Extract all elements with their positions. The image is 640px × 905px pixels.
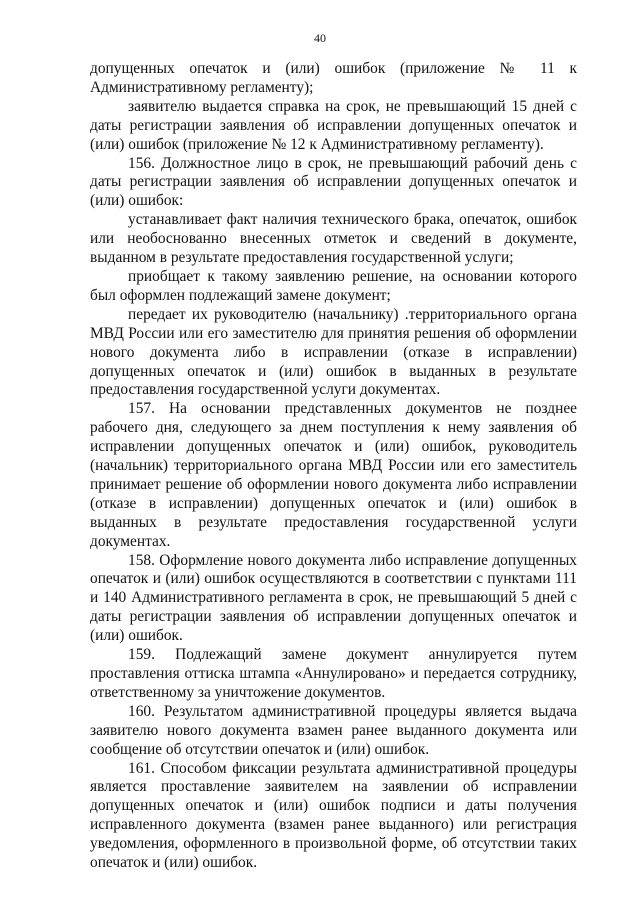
paragraph-158: 158. Оформление нового документа либо исправление допущенных опечаток и (или) ошибок осуществляются в соответствии с пунктами 111 и 140 Административного регламента в срок, не превышающий 5 дней с даты регистрации заявления об исправлении допущенных опечаток и (или) ошибок. xyxy=(90,551,577,645)
paragraph-161: 161. Способом фиксации результата административной процедуры является проставление заявителем на заявлении об исправлении допущенных опечаток и (или) ошибок подписи и даты получения исправленного документа (взамен ранее выданного) или регистрация уведомления, оформленного в произвольной форме, об отсутствии таких опечаток и (или) ошибок. xyxy=(90,759,577,872)
paragraph-certificate-issue: заявителю выдается справка на срок, не превышающий 15 дней с даты регистрации заявления об исправлении допущенных опечаток и (или) ошибок (приложение № 12 к Административному регламенту). xyxy=(90,97,577,153)
page-number: 40 xyxy=(314,31,326,45)
paragraph-establishes-fact: устанавливает факт наличия технического брака, опечаток, ошибок или необоснованно внесенных отметок и сведений в документе, выданном в результате предоставления государственной услуги; xyxy=(90,211,577,267)
paragraph-transfers-to-head: передает их руководителю (начальнику) .территориального органа МВД России или его заместителю для принятия решения об оформлении нового документа либо в исправлении (отказе в исправлении) допущенных опечаток и (или) ошибок в выданных в результате предоставления государственной услуги документах. xyxy=(90,305,577,399)
paragraph-156: 156. Должностное лицо в срок, не превышающий рабочий день с даты регистрации заявления об исправлении допущенных опечаток и (или) ошибок: xyxy=(90,154,577,210)
document-body xyxy=(90,60,577,873)
paragraph-159: 159. Подлежащий замене документ аннулируется путем проставления оттиска штампа «Аннулировано» и передается сотруднику, ответственному за уничтожение документов. xyxy=(90,646,577,701)
paragraph-continuation: допущенных опечаток и (или) ошибок (приложение № 11 к Административному регламенту); xyxy=(90,60,577,96)
paragraph-160: 160. Результатом административной процедуры является выдача заявителю нового документа взамен ранее выданного документа или сообщение об отсутствии опечаток и (или) ошибок. xyxy=(90,702,577,758)
paragraph-157: 157. На основании представленных документов не позднее рабочего дня, следующего за днем поступления к нему заявления об исправлении допущенных опечаток и (или) ошибок, руководитель (начальник) территориального органа МВД России или его заместитель принимает решение об оформлении нового документа либо исправлении (отказе в исправлении) допущенных опечаток и (или) ошибок в выданных в результате предоставления государственной услуги документах. xyxy=(90,400,577,550)
paragraph-attaches-decision: приобщает к такому заявлению решение, на основании которого был оформлен подлежащий замене документ; xyxy=(90,267,577,304)
